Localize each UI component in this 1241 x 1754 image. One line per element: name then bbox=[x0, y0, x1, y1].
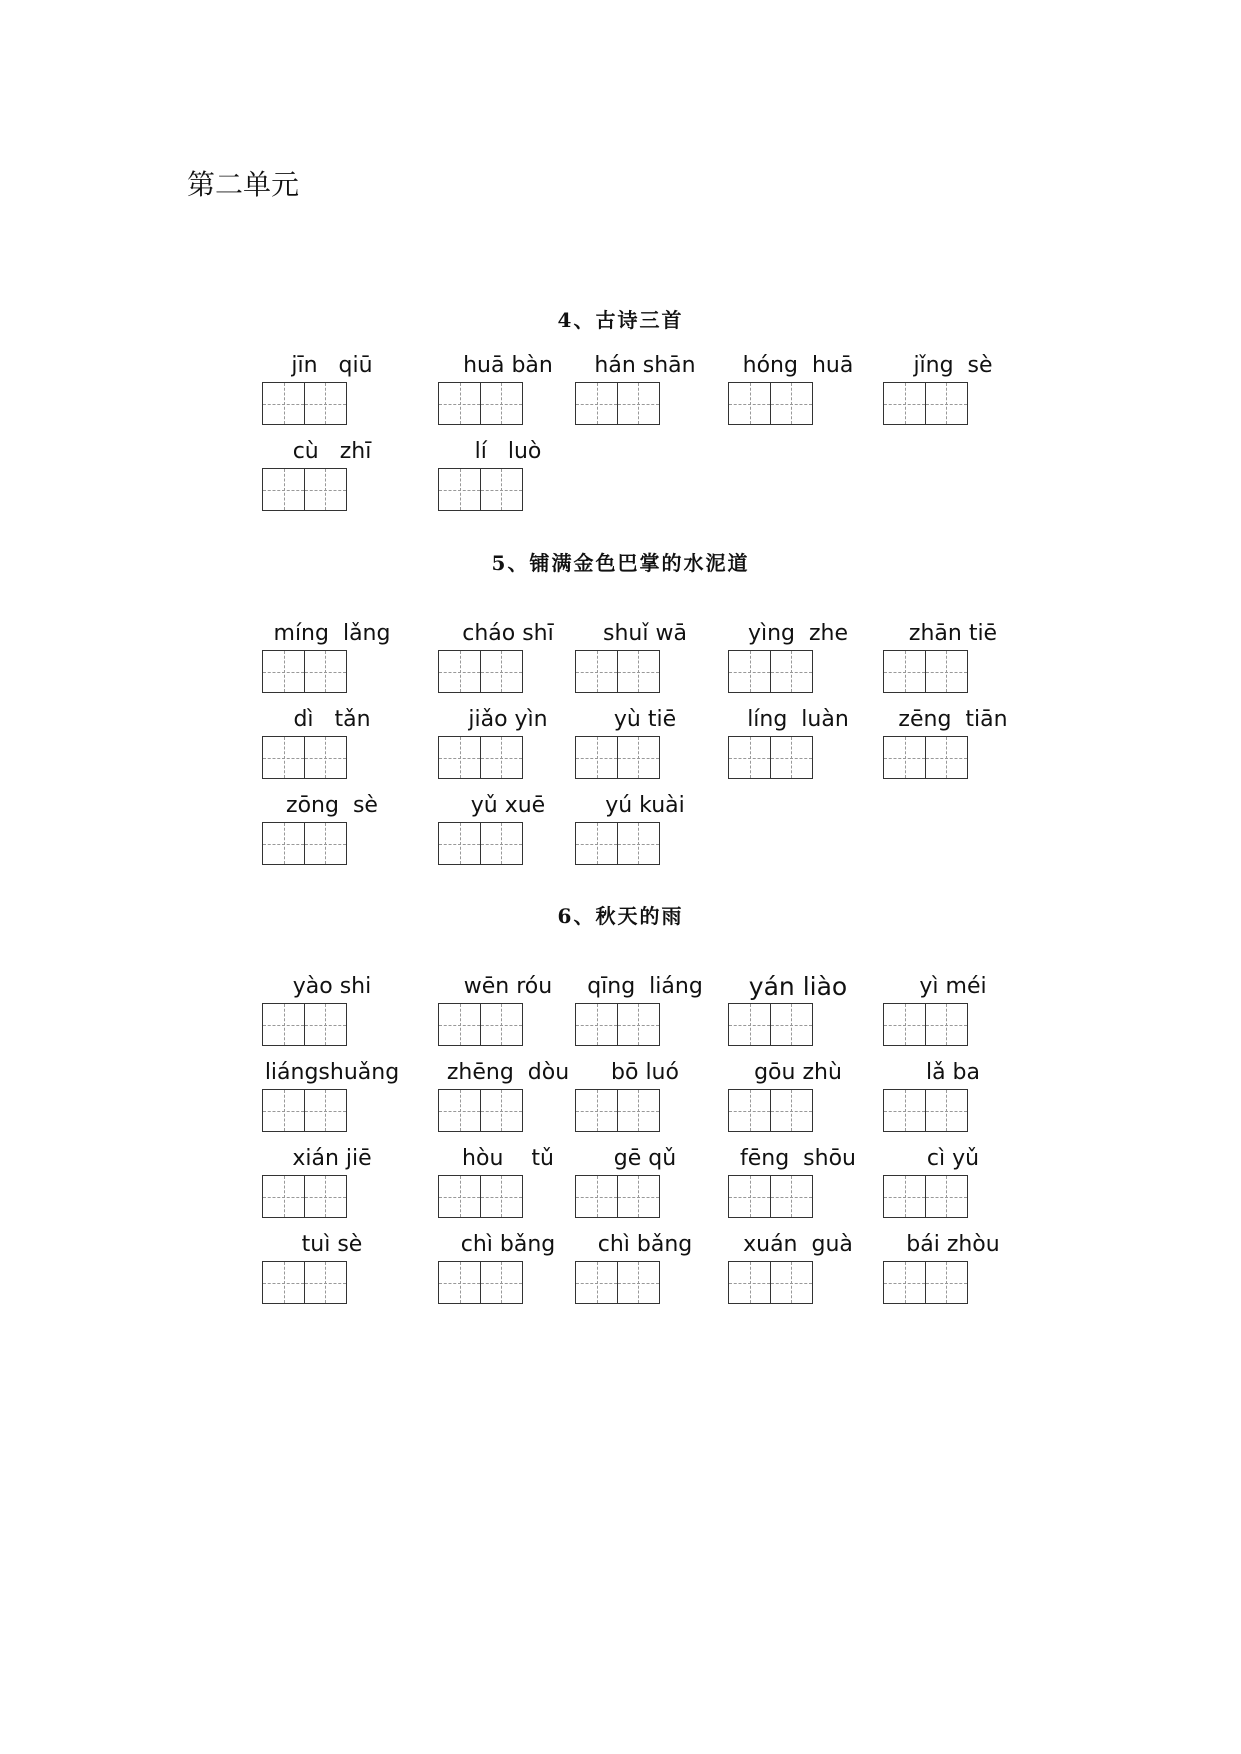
pinyin: xián jiē bbox=[292, 1146, 372, 1171]
pinyin: míng lǎng bbox=[273, 621, 391, 646]
pinyin: jǐng sè bbox=[913, 353, 993, 378]
writing-grid[interactable] bbox=[883, 1175, 968, 1218]
pinyin: yào shi bbox=[292, 974, 372, 999]
writing-grid[interactable] bbox=[262, 382, 347, 425]
writing-grid[interactable] bbox=[883, 1261, 968, 1304]
writing-grid[interactable] bbox=[728, 382, 813, 425]
pinyin: lí luò bbox=[474, 439, 542, 464]
pinyin: dì tǎn bbox=[293, 707, 371, 732]
writing-grid[interactable] bbox=[728, 1003, 813, 1046]
writing-grid[interactable] bbox=[262, 822, 347, 865]
pinyin: gē qǔ bbox=[613, 1146, 677, 1171]
pinyin: lǎ ba bbox=[925, 1060, 981, 1085]
writing-grid[interactable] bbox=[883, 382, 968, 425]
pinyin: yù tiē bbox=[613, 707, 677, 732]
writing-grid[interactable] bbox=[575, 1261, 660, 1304]
pinyin: zhēng dòu bbox=[446, 1060, 570, 1085]
pinyin: hán shān bbox=[594, 353, 696, 378]
writing-grid[interactable] bbox=[438, 1175, 523, 1218]
writing-grid[interactable] bbox=[438, 736, 523, 779]
writing-grid[interactable] bbox=[575, 1175, 660, 1218]
writing-grid[interactable] bbox=[262, 1261, 347, 1304]
pinyin: bái zhòu bbox=[906, 1232, 1000, 1257]
pinyin: cù zhī bbox=[292, 439, 372, 464]
writing-grid[interactable] bbox=[575, 1089, 660, 1132]
writing-grid[interactable] bbox=[438, 650, 523, 693]
writing-grid[interactable] bbox=[883, 1089, 968, 1132]
pinyin: yú kuài bbox=[605, 793, 685, 818]
pinyin: jīn qiū bbox=[291, 353, 373, 378]
writing-grid[interactable] bbox=[728, 736, 813, 779]
writing-grid[interactable] bbox=[575, 822, 660, 865]
writing-grid[interactable] bbox=[883, 736, 968, 779]
pinyin: yán liào bbox=[748, 972, 848, 1001]
writing-grid[interactable] bbox=[438, 382, 523, 425]
section-title-6: 6、秋天的雨 bbox=[557, 904, 684, 928]
writing-grid[interactable] bbox=[575, 736, 660, 779]
writing-grid[interactable] bbox=[262, 468, 347, 511]
pinyin: zēng tiān bbox=[898, 707, 1008, 732]
pinyin: cì yǔ bbox=[926, 1146, 980, 1171]
writing-grid[interactable] bbox=[262, 736, 347, 779]
writing-grid[interactable] bbox=[438, 1089, 523, 1132]
writing-grid[interactable] bbox=[728, 1261, 813, 1304]
section-title-4: 4、古诗三首 bbox=[557, 308, 684, 332]
writing-grid[interactable] bbox=[728, 1089, 813, 1132]
writing-grid[interactable] bbox=[575, 382, 660, 425]
pinyin: gōu zhù bbox=[754, 1060, 842, 1085]
writing-grid[interactable] bbox=[438, 1003, 523, 1046]
pinyin: wēn róu bbox=[463, 974, 553, 999]
writing-grid[interactable] bbox=[728, 1175, 813, 1218]
pinyin: huā bàn bbox=[463, 353, 553, 378]
pinyin: hóng huā bbox=[742, 353, 854, 378]
pinyin: bō luó bbox=[611, 1060, 679, 1085]
pinyin: zhān tiē bbox=[908, 621, 998, 646]
pinyin: liángshuǎng bbox=[264, 1060, 400, 1085]
writing-grid[interactable] bbox=[883, 1003, 968, 1046]
pinyin: yìng zhe bbox=[747, 621, 849, 646]
pinyin: chì bǎng bbox=[597, 1232, 693, 1257]
pinyin: shuǐ wā bbox=[603, 621, 687, 646]
pinyin: líng luàn bbox=[747, 707, 849, 732]
pinyin: cháo shī bbox=[462, 621, 554, 646]
writing-grid[interactable] bbox=[262, 650, 347, 693]
pinyin: xuán guà bbox=[743, 1232, 853, 1257]
pinyin: fēng shōu bbox=[740, 1146, 856, 1171]
writing-grid[interactable] bbox=[438, 468, 523, 511]
writing-grid[interactable] bbox=[883, 650, 968, 693]
pinyin: chì bǎng bbox=[460, 1232, 556, 1257]
pinyin: jiǎo yìn bbox=[468, 707, 548, 732]
unit-title: 第二单元 bbox=[187, 168, 300, 201]
writing-grid[interactable] bbox=[262, 1003, 347, 1046]
writing-grid[interactable] bbox=[262, 1175, 347, 1218]
writing-grid[interactable] bbox=[575, 650, 660, 693]
writing-grid[interactable] bbox=[438, 822, 523, 865]
pinyin: yì méi bbox=[919, 974, 987, 999]
section-title-5: 5、铺满金色巴掌的水泥道 bbox=[491, 551, 750, 575]
pinyin: hòu tǔ bbox=[462, 1146, 554, 1171]
writing-grid[interactable] bbox=[262, 1089, 347, 1132]
writing-grid[interactable] bbox=[575, 1003, 660, 1046]
writing-grid[interactable] bbox=[438, 1261, 523, 1304]
writing-grid[interactable] bbox=[728, 650, 813, 693]
pinyin: tuì sè bbox=[301, 1232, 363, 1257]
pinyin: qīng liáng bbox=[587, 974, 703, 999]
pinyin: yǔ xuē bbox=[470, 793, 546, 818]
pinyin: zōng sè bbox=[286, 793, 378, 818]
